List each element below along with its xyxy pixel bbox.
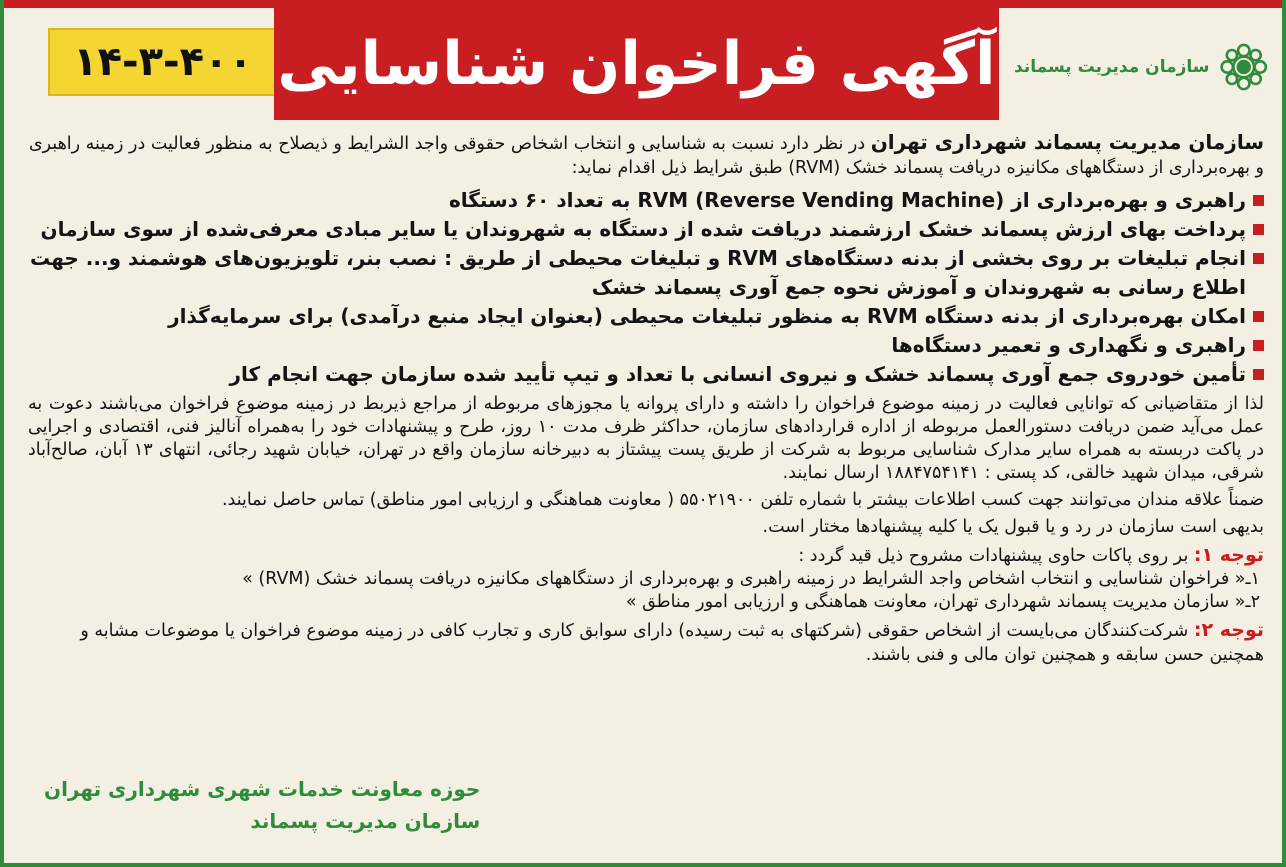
conditions-list bbox=[28, 186, 1264, 389]
note-1 bbox=[28, 543, 1264, 568]
note-2-text: شرکت‌کنندگان می‌بایست از اشخاص حقوقی (شرکتهای به ثبت رسیده) دارای سوابق کاری و تجارب کافی در زمینه موضوع فراخوان یا موضوعات مشابه و همچنین حسن سابقه و همچنین توان مالی و فنی باشند. bbox=[80, 621, 1264, 665]
note-2-label: توجه ۲: bbox=[1193, 619, 1264, 641]
organization-name: سازمان مدیریت پسماند شهرداری تهران bbox=[870, 130, 1264, 154]
list-item: پرداخت بهای ارزش پسماند خشک ارزشمند دریافت شده از دستگاه به شهروندان یا سایر مبادی معرفی‌شده از سوی سازمان bbox=[28, 215, 1264, 244]
note-1-label: توجه ۱: bbox=[1193, 544, 1264, 566]
organization-logo bbox=[1014, 24, 1269, 109]
announcement-body bbox=[28, 130, 1264, 667]
list-item: امکان بهره‌برداری از بدنه دستگاه RVM به منظور تبلیغات محیطی (بعنوان ایجاد منبع درآمدی) برای سرمایه‌گذار bbox=[28, 302, 1264, 331]
note-1-item: ۲ـ« سازمان مدیریت پسماند شهرداری تهران، معاونت هماهنگی و ارزیابی امور مناطق » bbox=[625, 592, 1260, 612]
list-item: راهبری و بهره‌برداری از RVM (Reverse Vending Machine) به تعداد ۶۰ دستگاه bbox=[28, 186, 1264, 215]
footer-organization: سازمان مدیریت پسماند bbox=[250, 809, 481, 833]
contact-paragraph: ضمناً علاقه مندان می‌توانند جهت کسب اطلاعات بیشتر با شماره تلفن ۵۵۰۲۱۹۰۰ ( معاونت هماهنگی و ارزیابی امور مناطق) تماس حاصل نمایند. bbox=[221, 490, 1264, 510]
page-title: آگهی فراخوان شناسایی bbox=[277, 29, 996, 99]
logo-text: سازمان مدیریت پسماند bbox=[1014, 56, 1210, 77]
list-item: تأمین خودروی جمع آوری پسماند خشک و نیروی انسانی با تعداد و تیپ تأیید شده سازمان جهت انجام کار bbox=[28, 360, 1264, 389]
footer-signature bbox=[44, 773, 480, 837]
note-1-text: بر روی پاکات حاوی پیشنهادات مشروح ذیل قید گردد : bbox=[798, 546, 1194, 566]
list-item: انجام تبلیغات بر روی بخشی از بدنه دستگاه‌های RVM و تبلیغات محیطی از طریق : نصب بنر، تلویزیون‌های هوشمند و... جهت اطلاع رسانی به شهروندان و آموزش نحوه جمع آوری پسماند خشک bbox=[28, 244, 1264, 302]
intro-text: در نظر دارد نسبت به شناسایی و انتخاب اشخاص حقوقی واجد الشرایط و ذیصلاح به منظور فعالیت در زمینه راهبری و بهره‌برداری از دستگاههای مکانیزه دریافت پسماند خشک (RVM) طبق شرایط ذیل اقدام نماید: bbox=[28, 134, 1264, 178]
invitation-paragraph: لذا از متقاضیانی که توانایی فعالیت در زمینه موضوع فراخوان را داشته و دارای پروانه یا مجوزهای مربوطه از مراجع ذیربط در زمینه موضوع فراخوان می‌باشند دعوت به عمل می‌آید ضمن دریافت دستورالعمل مربوطه از اداره قراردادهای سازمان، حداکثر ظرف مدت ۱۰ روز، طرح و پیشنهادات خود را به‌همراه آنالیز فنی، اقتصادی و اجرایی در پاکت دربسته به همراه سایر مدارک شناسایی مربوط به شرکت از طریق پست پیشتاز به دبیرخانه سازمان واقع در تهران، خیابان شهید رجائی، انتهای ۱۳ آبان، صالح‌آباد شرقی، میدان شهید خالقی، کد پستی : ۱۸۸۴۷۵۴۱۴۱ ارسال نمایند. bbox=[28, 394, 1265, 483]
note-2 bbox=[28, 618, 1264, 667]
list-item: راهبری و نگهداری و تعمیر دستگاه‌ها bbox=[28, 331, 1264, 360]
waste-org-emblem-icon bbox=[1218, 24, 1270, 110]
note-1-item: ۱ـ« فراخوان شناسایی و انتخاب اشخاص واجد الشرایط در زمینه راهبری و بهره‌برداری از دستگاههای مکانیزه دریافت پسماند خشک (RVM) » bbox=[242, 569, 1260, 589]
intro-paragraph bbox=[28, 130, 1264, 180]
date-text: ۱۴-۳-۴۰۰ bbox=[73, 39, 253, 85]
footer-department: حوزه معاونت خدمات شهری شهرداری تهران bbox=[44, 777, 481, 801]
title-banner bbox=[274, 8, 999, 120]
date-badge bbox=[48, 28, 278, 96]
header bbox=[4, 0, 1282, 125]
rights-paragraph: بدیهی است سازمان در رد و یا قبول یک یا کلیه پیشنهادها مختار است. bbox=[762, 517, 1264, 537]
